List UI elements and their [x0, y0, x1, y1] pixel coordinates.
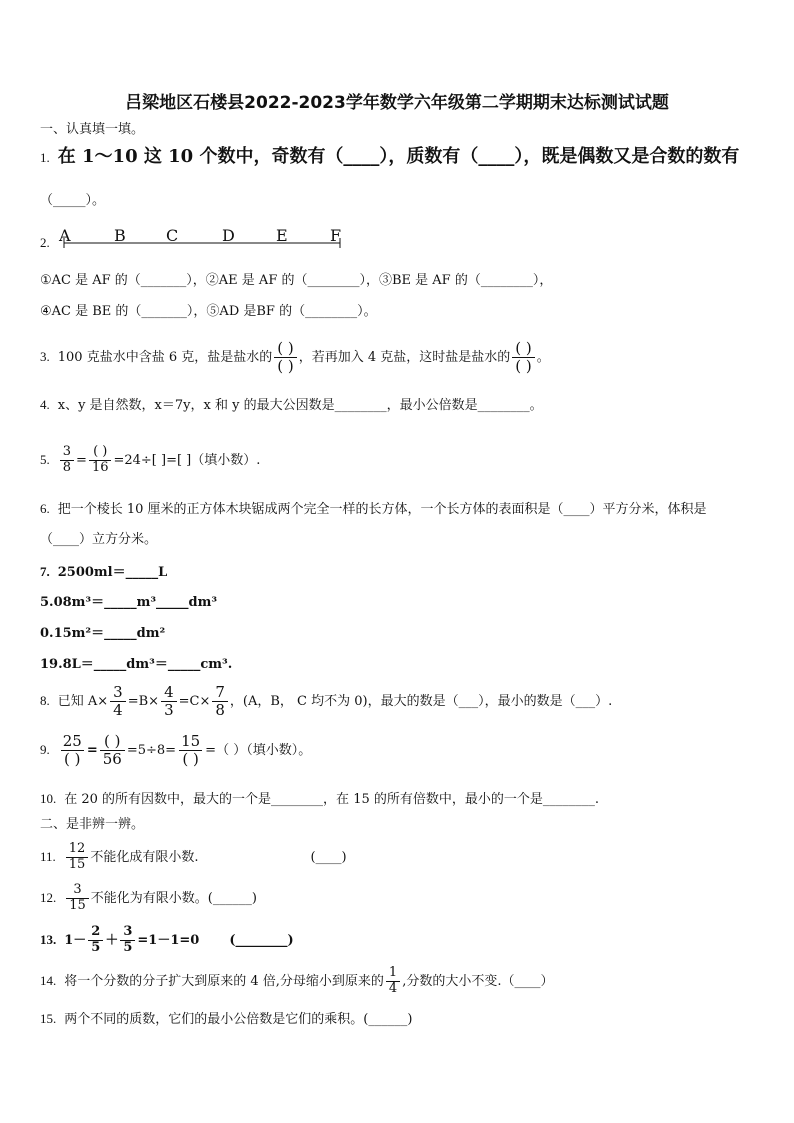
denominator: 8 [60, 460, 74, 476]
denominator: 8 [212, 701, 228, 719]
numerator: 3 [73, 882, 82, 898]
question-7 [40, 563, 167, 582]
numerator: 2 [91, 924, 101, 940]
fraction-15-blank [178, 733, 203, 769]
denominator: 16 [89, 460, 112, 476]
fraction-2-5 [88, 925, 103, 956]
question-4-text: x、y 是自然数，x＝7y，x 和 y 的最大公因数是________，最小公倍数是________。 [57, 398, 543, 413]
fraction-3-5 [120, 925, 135, 956]
question-15-text: 两个不同的质数，它们的最小公倍数是它们的乘积。(______) [64, 1012, 413, 1027]
fraction-7-8 [212, 684, 228, 720]
fraction-blank [274, 340, 296, 376]
denominator: 4 [386, 981, 400, 997]
fraction-1-4 [386, 966, 400, 997]
numerator: 12 [68, 841, 86, 857]
point-label-e: E [276, 226, 288, 245]
fraction-25-blank [60, 733, 85, 769]
question-number: 4. [40, 397, 50, 412]
denominator-blank: ( ) [274, 357, 296, 375]
fraction-blank-16 [89, 445, 112, 476]
question-14 [40, 962, 553, 1001]
question-9-rest: =（ ）（填小数）。 [205, 743, 312, 758]
line-segment-drawing [62, 226, 352, 252]
question-2-part-1: ①AC 是 AF 的（_______），②AE 是 AF 的（________），③BE 是 AF 的（________）， [40, 273, 553, 288]
numerator: 25 [62, 731, 82, 750]
question-6-continued: （____）立方分米。 [40, 532, 158, 547]
question-number: 10. [40, 791, 57, 806]
question-8-text-b: =B× [127, 694, 160, 709]
question-number: 8. [40, 693, 50, 708]
question-8 [40, 681, 612, 722]
question-8-text-c: =C× [178, 694, 211, 709]
numerator-blank: ( ) [515, 338, 532, 357]
equals-sign: = [86, 743, 98, 758]
question-3 [40, 336, 550, 379]
question-6 [40, 500, 707, 519]
fraction-12-15 [66, 842, 89, 873]
denominator: 5 [88, 940, 103, 956]
question-4 [40, 396, 543, 415]
question-7-line-4: 19.8L＝_____dm³＝_____cm³. [40, 657, 233, 672]
answer-blank: (____) [310, 850, 347, 865]
point-label-c: C [166, 226, 179, 245]
question-1-continued: （_____）。 [40, 193, 106, 208]
question-number: 2. [40, 235, 50, 250]
fraction-blank-56 [100, 733, 125, 769]
question-number: 1. [40, 150, 50, 165]
question-7-line-1: 2500ml＝_____L [57, 565, 168, 580]
question-7-line-2: 5.08m³＝_____m³_____dm³ [40, 595, 218, 610]
point-label-a: A [59, 226, 71, 245]
denominator-blank: ( ) [512, 357, 534, 375]
denominator: 15 [66, 857, 89, 873]
question-13 [40, 922, 294, 959]
question-8-text-a: 已知 A× [57, 694, 109, 709]
fraction-3-15 [66, 883, 89, 914]
point-label-b: B [114, 226, 126, 245]
question-9-middle: =5÷8= [126, 743, 177, 758]
numerator: 15 [181, 731, 201, 750]
question-number: 11. [40, 849, 56, 864]
question-5 [40, 440, 260, 481]
question-2-number [40, 234, 58, 253]
question-number: 9. [40, 742, 50, 757]
denominator: 5 [120, 940, 135, 956]
question-number: 12. [40, 890, 57, 905]
question-number: 13. [40, 932, 57, 947]
question-number: 14. [40, 973, 57, 988]
numerator-blank: ( ) [277, 338, 294, 357]
question-11-text: 不能化成有限小数. [90, 850, 199, 865]
denominator: 3 [161, 701, 177, 719]
question-10 [40, 790, 599, 809]
numerator: 3 [62, 444, 72, 460]
question-7-line-3: 0.15m²＝_____dm² [40, 626, 166, 641]
question-5-rest: =24÷[ ]=[ ]（填小数）. [113, 453, 261, 468]
numerator: 1 [388, 965, 398, 981]
question-10-text: 在 20 的所有因数中，最大的一个是________，在 15 的所有倍数中，最小的一个是________. [64, 792, 599, 807]
denominator-blank: ( ) [179, 750, 201, 768]
point-label-d: D [222, 226, 235, 245]
denominator: 15 [66, 898, 89, 914]
fraction-3-8 [60, 445, 74, 476]
fraction-4-3 [161, 684, 177, 720]
question-number: 15. [40, 1011, 57, 1026]
question-3-text-a: 100 克盐水中含盐 6 克，盐是盐水的 [57, 350, 273, 365]
question-number: 6. [40, 501, 50, 516]
question-3-text-b: ，若再加入 4 克盐，这时盐是盐水的 [298, 350, 511, 365]
question-15 [40, 1010, 412, 1029]
question-14-text-b: ,分数的大小不变.（____） [402, 974, 554, 989]
denominator-blank: ( ) [61, 750, 83, 768]
numerator-blank: ( ) [93, 444, 108, 460]
numerator: 3 [113, 682, 123, 701]
question-number: 7. [40, 564, 50, 579]
question-13-text-c: =1－1=0 [137, 933, 200, 948]
question-1 [40, 148, 739, 168]
point-label-f: F [330, 226, 342, 245]
denominator: 4 [110, 701, 126, 719]
section-heading-true-false: 二、是非辨一辨。 [40, 817, 145, 832]
page-title: 吕梁地区石楼县2022-2023学年数学六年级第二学期期末达标测试试题 [125, 93, 669, 113]
numerator: 3 [123, 924, 133, 940]
question-2-part-2: ④AC 是 BE 的（_______），⑤AD 是BF 的（________）。 [40, 304, 377, 319]
line-segment-figure [59, 226, 362, 252]
fraction-3-4 [110, 684, 126, 720]
equals-sign: = [76, 453, 87, 468]
answer-blank: (________) [229, 933, 294, 948]
question-3-text-c: 。 [536, 350, 550, 365]
question-12 [40, 880, 257, 917]
numerator-blank: ( ) [104, 731, 121, 750]
denominator: 56 [100, 750, 125, 768]
question-number: 5. [40, 452, 50, 467]
question-6-text: 把一个棱长 10 厘米的正方体木块锯成两个完全一样的长方体，一个长方体的表面积是（____）平方分米，体积是 [57, 502, 707, 517]
question-1-text: 在 1～10 这 10 个数中，奇数有（____），质数有（____），既是偶数又是合数的数有 [57, 146, 740, 167]
plus-sign: ＋ [105, 933, 119, 948]
question-9 [40, 728, 311, 773]
question-11 [40, 840, 347, 875]
fraction-blank [512, 340, 534, 376]
question-12-text: 不能化为有限小数。(______) [90, 891, 257, 906]
question-number: 3. [40, 349, 50, 364]
question-8-text-d: ，(A，B， C 均不为 0)，最大的数是（___），最小的数是（___）. [229, 694, 613, 709]
question-14-text-a: 将一个分数的分子扩大到原来的 4 倍,分母缩小到原来的 [64, 974, 384, 989]
question-13-text-a: 1－ [64, 933, 87, 948]
section-heading-fill-in: 一、认真填一填。 [40, 122, 145, 137]
numerator: 4 [164, 682, 174, 701]
numerator: 7 [215, 682, 225, 701]
